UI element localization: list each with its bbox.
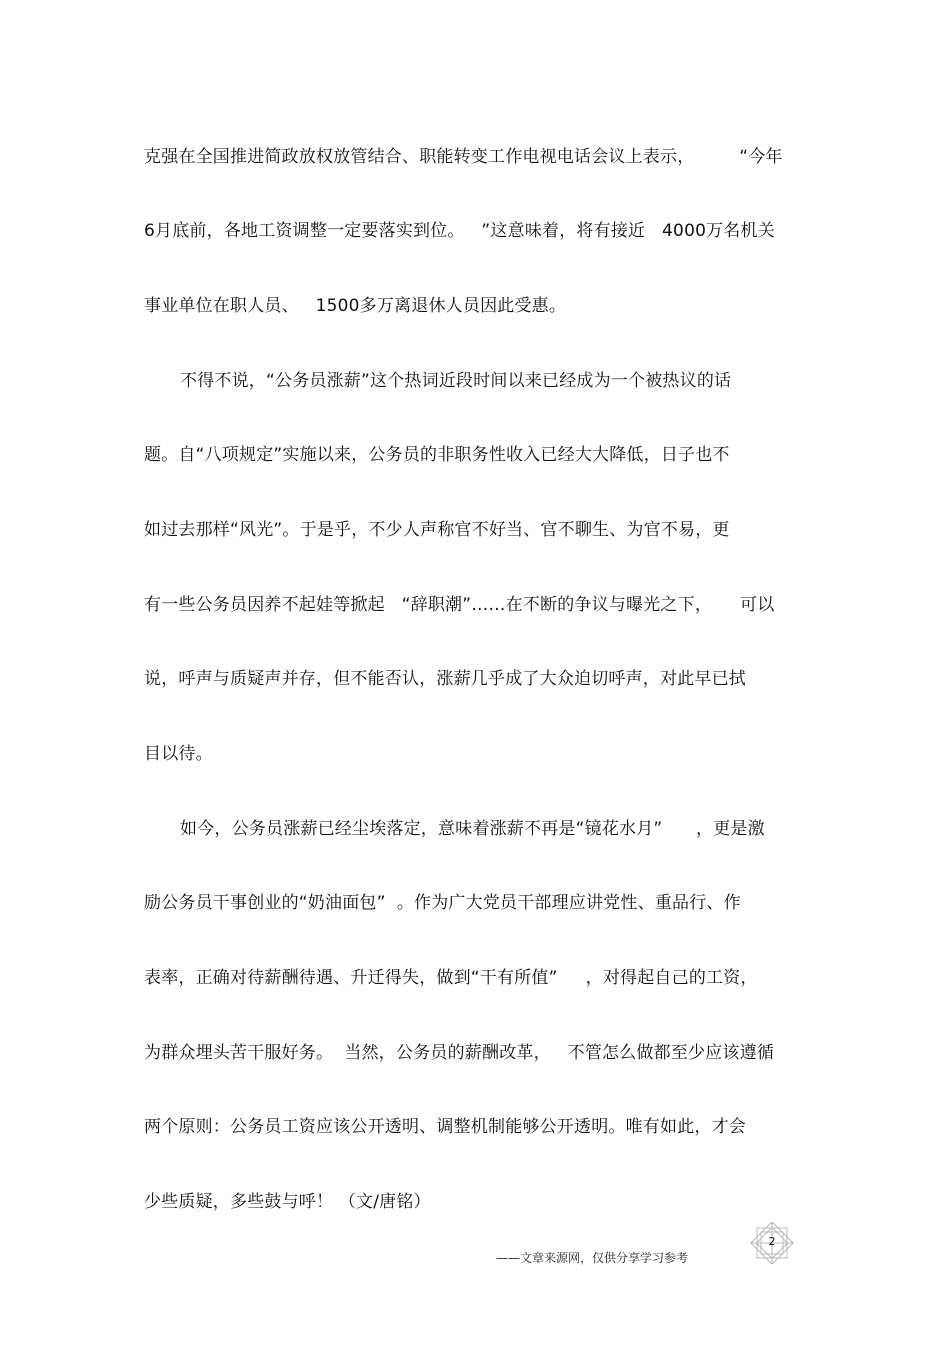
- text-line: 如今，公务员涨薪已经尘埃落定，意味着涨薪不再是“镜花水月” ，更是激: [180, 819, 765, 839]
- text-line: 励公务员干事创业的“奶油面包” 。作为广大党员干部理应讲党性、重品行、作: [144, 893, 741, 913]
- text-line: 目以待。: [144, 744, 213, 764]
- text-line: 事业单位在职人员、 1500多万离退休人员因此受惠。: [144, 296, 567, 316]
- text-line: 说，呼声与质疑声并存，但不能否认，涨薪几乎成了大众迫切呼声，对此早已拭: [144, 669, 746, 689]
- footer-note: ——文章来源网，仅供分享学习参考: [496, 1251, 689, 1265]
- page-number-badge: [748, 1222, 796, 1264]
- text-line: 表率，正确对待薪酬待遇、升迁得失，做到“干有所值” ，对得起自己的工资，: [144, 968, 758, 988]
- text-line: 不得不说，“公务员涨薪”这个热词近段时间以来已经成为一个被热议的话: [180, 371, 732, 391]
- text-line: 克强在全国推进简政放权放管结合、职能转变工作电视电话会议上表示， “今年: [144, 147, 783, 167]
- text-line: 6月底前，各地工资调整一定要落实到位。 ”这意味着，将有接近 4000万名机关: [144, 221, 775, 241]
- text-line: 两个原则：公务员工资应该公开透明、调整机制能够公开透明。唯有如此，才会: [144, 1117, 746, 1137]
- page-number: 2: [768, 1235, 776, 1248]
- text-line: 为群众埋头苦干服好务。 当然，公务员的薪酬改革， 不管怎么做都至少应该遵循: [144, 1043, 775, 1063]
- text-line: 题。自“八项规定”实施以来，公务员的非职务性收入已经大大降低，日子也不: [144, 445, 730, 465]
- text-line: 有一些公务员因养不起娃等掀起 “辞职潮”……在不断的争议与曝光之下， 可以: [144, 595, 775, 615]
- text-line: 如过去那样“风光”。于是乎，不少人声称官不好当、官不聊生、为官不易，更: [144, 520, 730, 540]
- text-line: 少些质疑，多些鼓与呼！ （文/唐铭）: [144, 1192, 431, 1212]
